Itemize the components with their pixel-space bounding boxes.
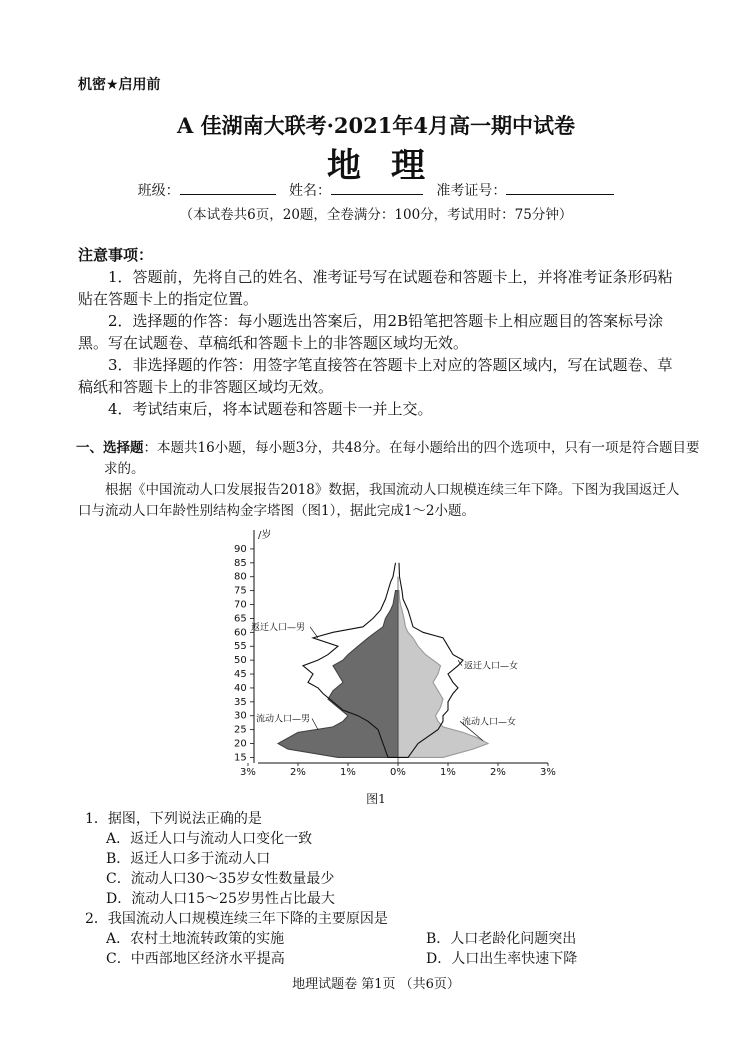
series-label: 流动人口—女: [462, 717, 517, 728]
student-info-fields: [0, 180, 752, 200]
figure-caption: 图1: [366, 792, 386, 806]
series-label: 返迁人口—女: [464, 661, 519, 672]
section-instruction: [76, 438, 702, 480]
option-item: B．返迁人口多于流动人口: [106, 851, 271, 867]
notice-heading: 注意事项：: [78, 246, 154, 264]
option-item: D．流动人口15～25岁男性占比最大: [106, 891, 335, 907]
exam-id-blank[interactable]: [506, 182, 614, 195]
y-tick-label: 45: [234, 669, 247, 681]
y-tick-label: 80: [234, 571, 247, 583]
y-tick-label: 35: [234, 696, 247, 708]
y-tick-label: 60: [234, 627, 247, 639]
x-tick-label: 3%: [240, 767, 256, 778]
class-blank[interactable]: [180, 182, 276, 195]
y-tick-label: 55: [234, 641, 247, 653]
exam-note: （本试卷共6页，20题，全卷满分：100分，考试用时：75分钟）: [179, 207, 573, 223]
option-item: B．人口老龄化问题突出: [426, 931, 577, 947]
series-label-leader: [310, 627, 318, 638]
x-tick-label: 0%: [390, 767, 406, 778]
x-tick-label: 1%: [340, 767, 356, 778]
exam-title: A 佳湖南大联考·2021年4月高一期中试卷: [177, 113, 575, 138]
y-tick-label: 50: [234, 655, 247, 667]
y-tick-label: 90: [234, 543, 247, 555]
notice-item: 3．非选择题的作答：用签字笔直接答在答题卡上对应的答题区域内，写在试题卷、草稿纸和答题卡上的非答题区域均无效。: [78, 356, 673, 396]
y-tick-label: 20: [234, 738, 247, 750]
y-tick-label: 25: [234, 724, 247, 736]
section-text: ：本题共16小题，每小题3分，共48分。在每小题给出的四个选项中，只有一项是符合题目要求的。: [104, 440, 700, 477]
page-footer: 地理试题卷 第1页 （共6页）: [292, 977, 460, 992]
series-label: 返迁人口—男: [251, 622, 306, 633]
x-tick-label: 3%: [540, 767, 556, 778]
x-tick-label: 2%: [490, 767, 506, 778]
question-stem: 2．我国流动人口规模连续三年下降的主要原因是: [85, 911, 388, 927]
pyramid-migrant-female: [398, 591, 488, 758]
x-tick-label: 2%: [290, 767, 306, 778]
name-blank[interactable]: [331, 182, 423, 195]
y-tick-label: 65: [234, 613, 247, 625]
section-intro: 根据《中国流动人口发展报告2018》数据，我国流动人口规模连续三年下降。下图为我国返迁人口与流动人口年龄性别结构金字塔图（图1），据此完成1～2小题。: [78, 482, 680, 519]
option-item: C．中西部地区经济水平提高: [106, 951, 285, 967]
series-label-leader: [312, 719, 318, 730]
notice-item: 1．答题前，先将自己的姓名、准考证号写在试题卷和答题卡上，并将准考证条形码粘贴在答题卡上的指定位置。: [78, 268, 673, 308]
chart-series: [278, 563, 488, 763]
option-item: A．农村土地流转政策的实施: [106, 931, 285, 947]
series-label: 流动人口—男: [256, 714, 311, 725]
option-item: A．返迁人口与流动人口变化一致: [106, 831, 313, 847]
x-tick-label: 1%: [440, 767, 456, 778]
y-axis-label: /岁: [258, 530, 272, 541]
exam-id-label: 准考证号：: [436, 183, 507, 199]
question-stem: 1．据图，下列说法正确的是: [85, 811, 262, 827]
subject-title: 地理: [327, 146, 455, 186]
population-pyramid-chart: [226, 526, 556, 788]
y-tick-label: 70: [234, 599, 247, 611]
y-tick-label: 75: [234, 585, 247, 597]
name-label: 姓名：: [289, 183, 331, 199]
option-item: C．流动人口30～35岁女性数量最少: [106, 871, 335, 887]
notice-item: 2．选择题的作答：每小题选出答案后，用2B铅笔把答题卡上相应题目的答案标号涂黑。写在试题卷、草稿纸和答题卡上的非答题区域均无效。: [78, 312, 664, 352]
option-item: D．人口出生率快速下降: [426, 951, 578, 967]
y-tick-label: 30: [234, 710, 247, 722]
confidential-mark: 机密★启用前: [78, 77, 161, 93]
section-label: 一、选择题: [76, 440, 144, 456]
y-tick-label: 40: [234, 682, 247, 694]
notice-item: 4．考试结束后，将本试题卷和答题卡一并上交。: [108, 400, 433, 418]
y-tick-label: 85: [234, 557, 247, 569]
class-label: 班级：: [137, 183, 180, 199]
pyramid-migrant-male: [278, 591, 398, 758]
y-tick-label: 15: [234, 752, 247, 764]
